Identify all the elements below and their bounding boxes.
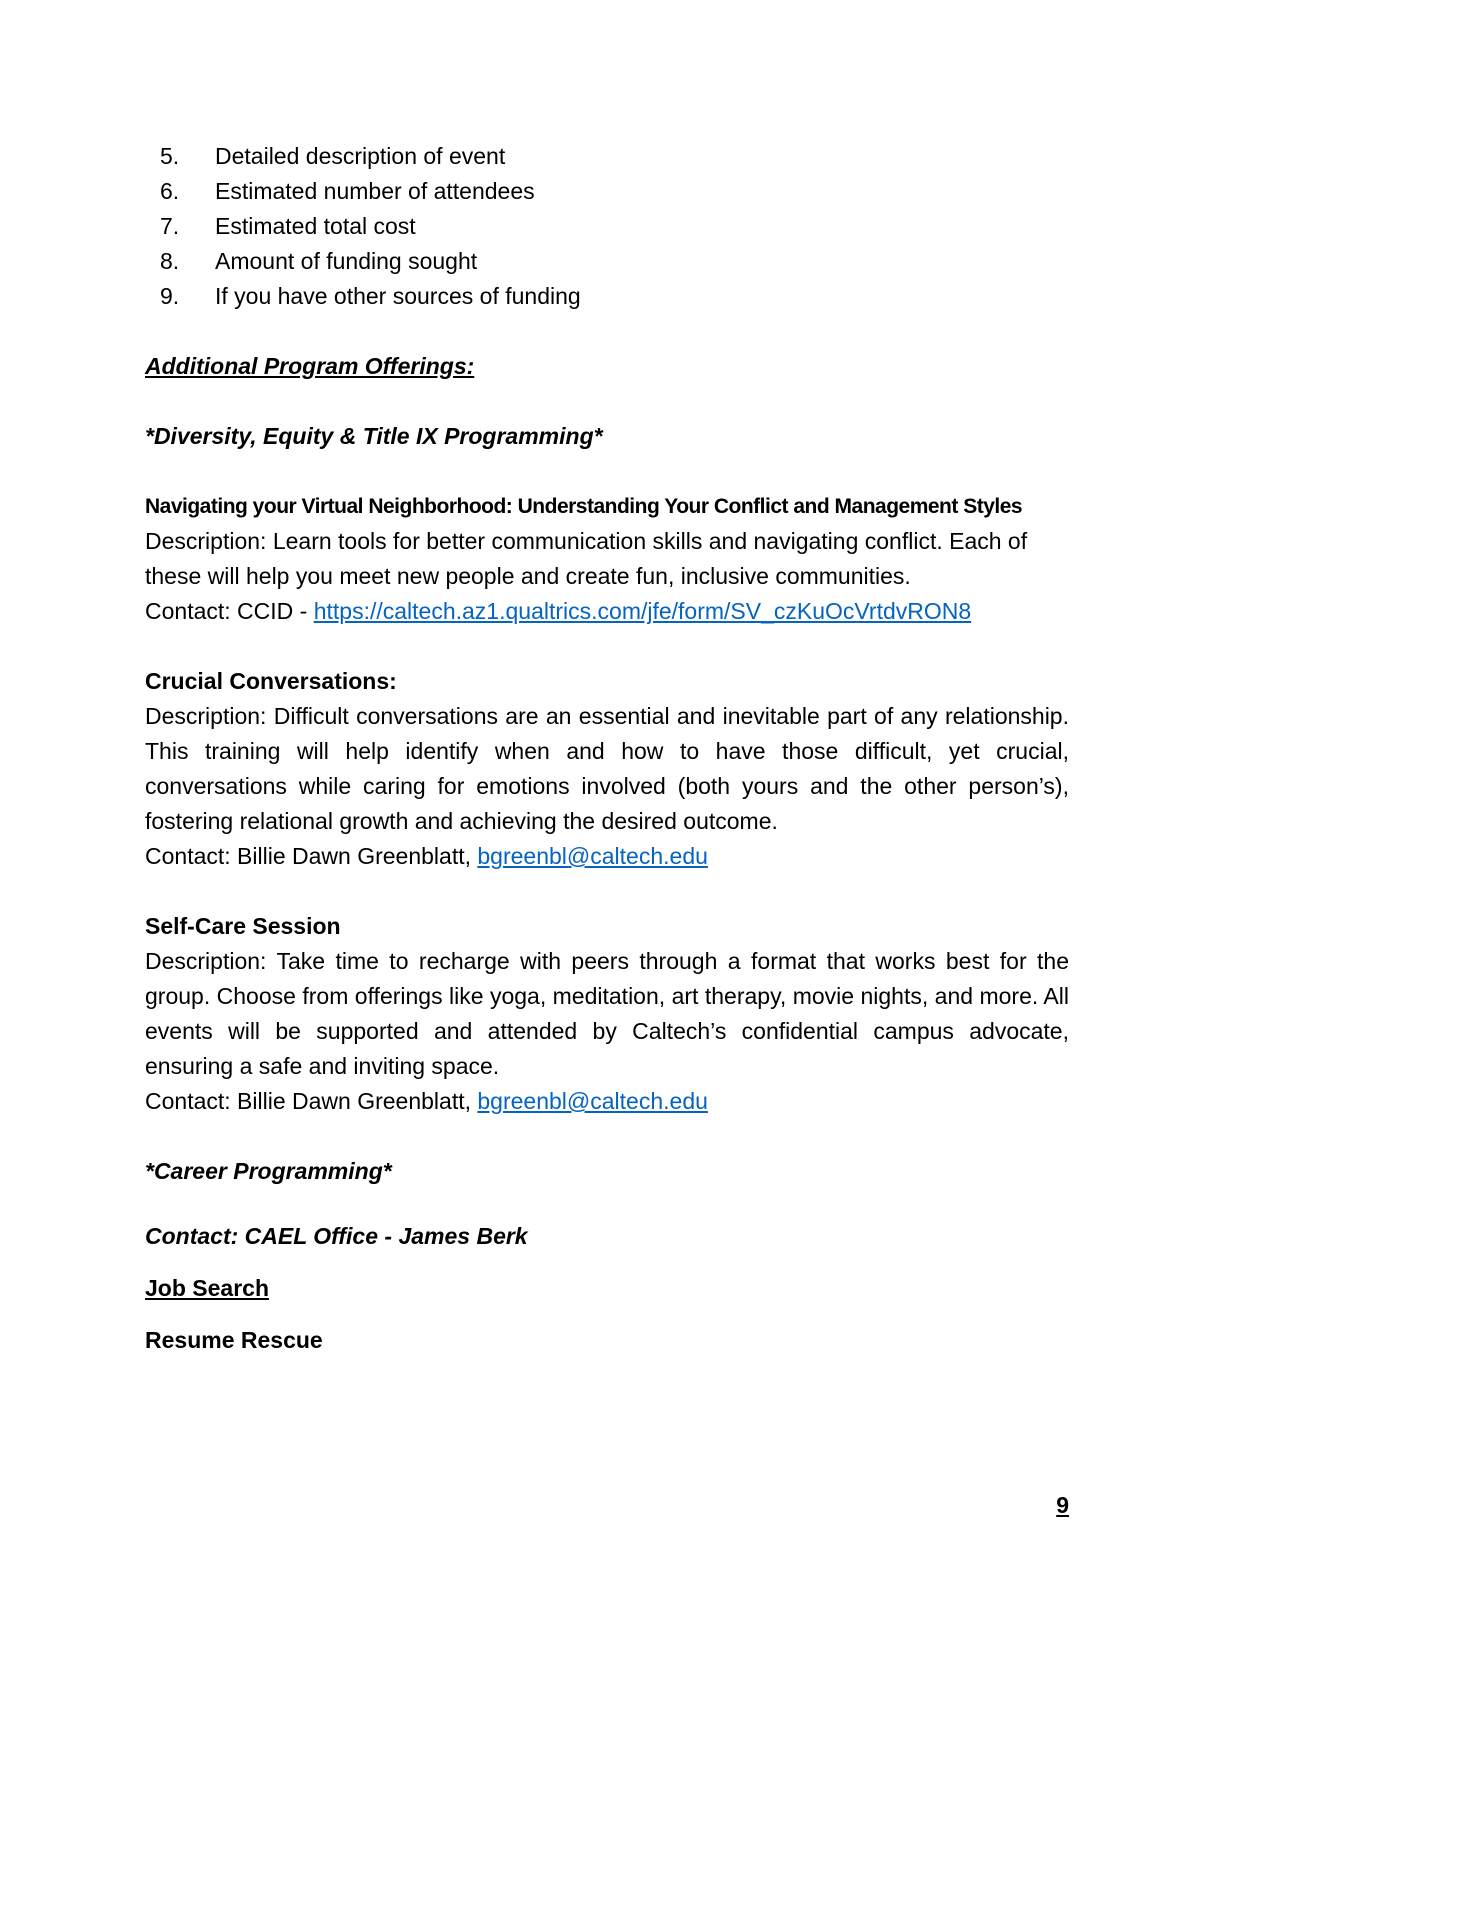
list-item-number: 6. [160, 178, 180, 204]
program-self-care-session [145, 909, 1069, 1119]
heading-job-search: Job Search [145, 1275, 269, 1301]
subsection-heading-diversity-equity-titleix: *Diversity, Equity & Title IX Programming* [145, 423, 603, 449]
program-title: Navigating your Virtual Neighborhood: Understanding Your Conflict and Management Styles [145, 495, 1023, 518]
section-heading-additional-program-offerings: Additional Program Offerings: [145, 353, 475, 379]
list-item-text: Detailed description of event [215, 143, 506, 169]
list-item-text: Estimated total cost [215, 213, 416, 239]
list-item [145, 209, 1069, 244]
list-item-text: Amount of funding sought [215, 248, 478, 274]
contact-prefix: Contact: Billie Dawn Greenblatt, [145, 843, 478, 869]
email-link[interactable]: bgreenbl@caltech.edu [477, 843, 708, 869]
program-navigating-virtual-neighborhood [145, 489, 1069, 629]
list-item-number: 7. [160, 213, 180, 239]
program-title: Crucial Conversations: [145, 668, 397, 694]
list-item-number: 5. [160, 143, 180, 169]
list-item [145, 174, 1069, 209]
email-link[interactable]: bgreenbl@caltech.edu [477, 1088, 708, 1114]
contact-prefix: Contact: Billie Dawn Greenblatt, [145, 1088, 478, 1114]
program-description: Description: Take time to recharge with peers through a format that works best for the group. Choose from offerings like yoga, meditation, art therapy, movie nights, and more. All events will be supported and attended by Caltech’s confidential campus advocate, ensuring a safe and inviting space. [145, 948, 1069, 1079]
program-description: Description: Learn tools for better communication skills and navigating conflict. Each of these will help you meet new people and create fun, inclusive communities. [145, 528, 1028, 589]
application-requirements-list [145, 139, 1069, 314]
program-crucial-conversations [145, 664, 1069, 874]
list-item-number: 9. [160, 283, 180, 309]
program-contact-line [145, 594, 1069, 629]
subsection-heading-career-programming: *Career Programming* [145, 1158, 392, 1184]
list-item-text: Estimated number of attendees [215, 178, 535, 204]
page-number [145, 1488, 1069, 1523]
contact-prefix: Contact: CCID - [145, 598, 314, 624]
heading-resume-rescue: Resume Rescue [145, 1327, 323, 1353]
list-item-text: If you have other sources of funding [215, 283, 581, 309]
list-item [145, 279, 1069, 314]
qualtrics-form-link[interactable]: https://caltech.az1.qualtrics.com/jfe/form/SV_czKuOcVrtdvRON8 [313, 598, 972, 624]
program-contact-line [145, 1084, 1069, 1119]
page-number-value: 9 [1056, 1492, 1069, 1518]
cael-office-contact: Contact: CAEL Office - James Berk [145, 1223, 528, 1249]
list-item [145, 244, 1069, 279]
list-item-number: 8. [160, 248, 180, 274]
program-title: Self-Care Session [145, 913, 341, 939]
program-description: Description: Difficult conversations are an essential and inevitable part of any relationship. This training will help identify when and how to have those difficult, yet crucial, conversations while caring for emotions involved (both yours and the other person’s), fostering relational growth and achieving the desired outcome. [145, 703, 1069, 834]
program-contact-line [145, 839, 1069, 874]
list-item [145, 139, 1069, 174]
document-body [145, 139, 1069, 1358]
